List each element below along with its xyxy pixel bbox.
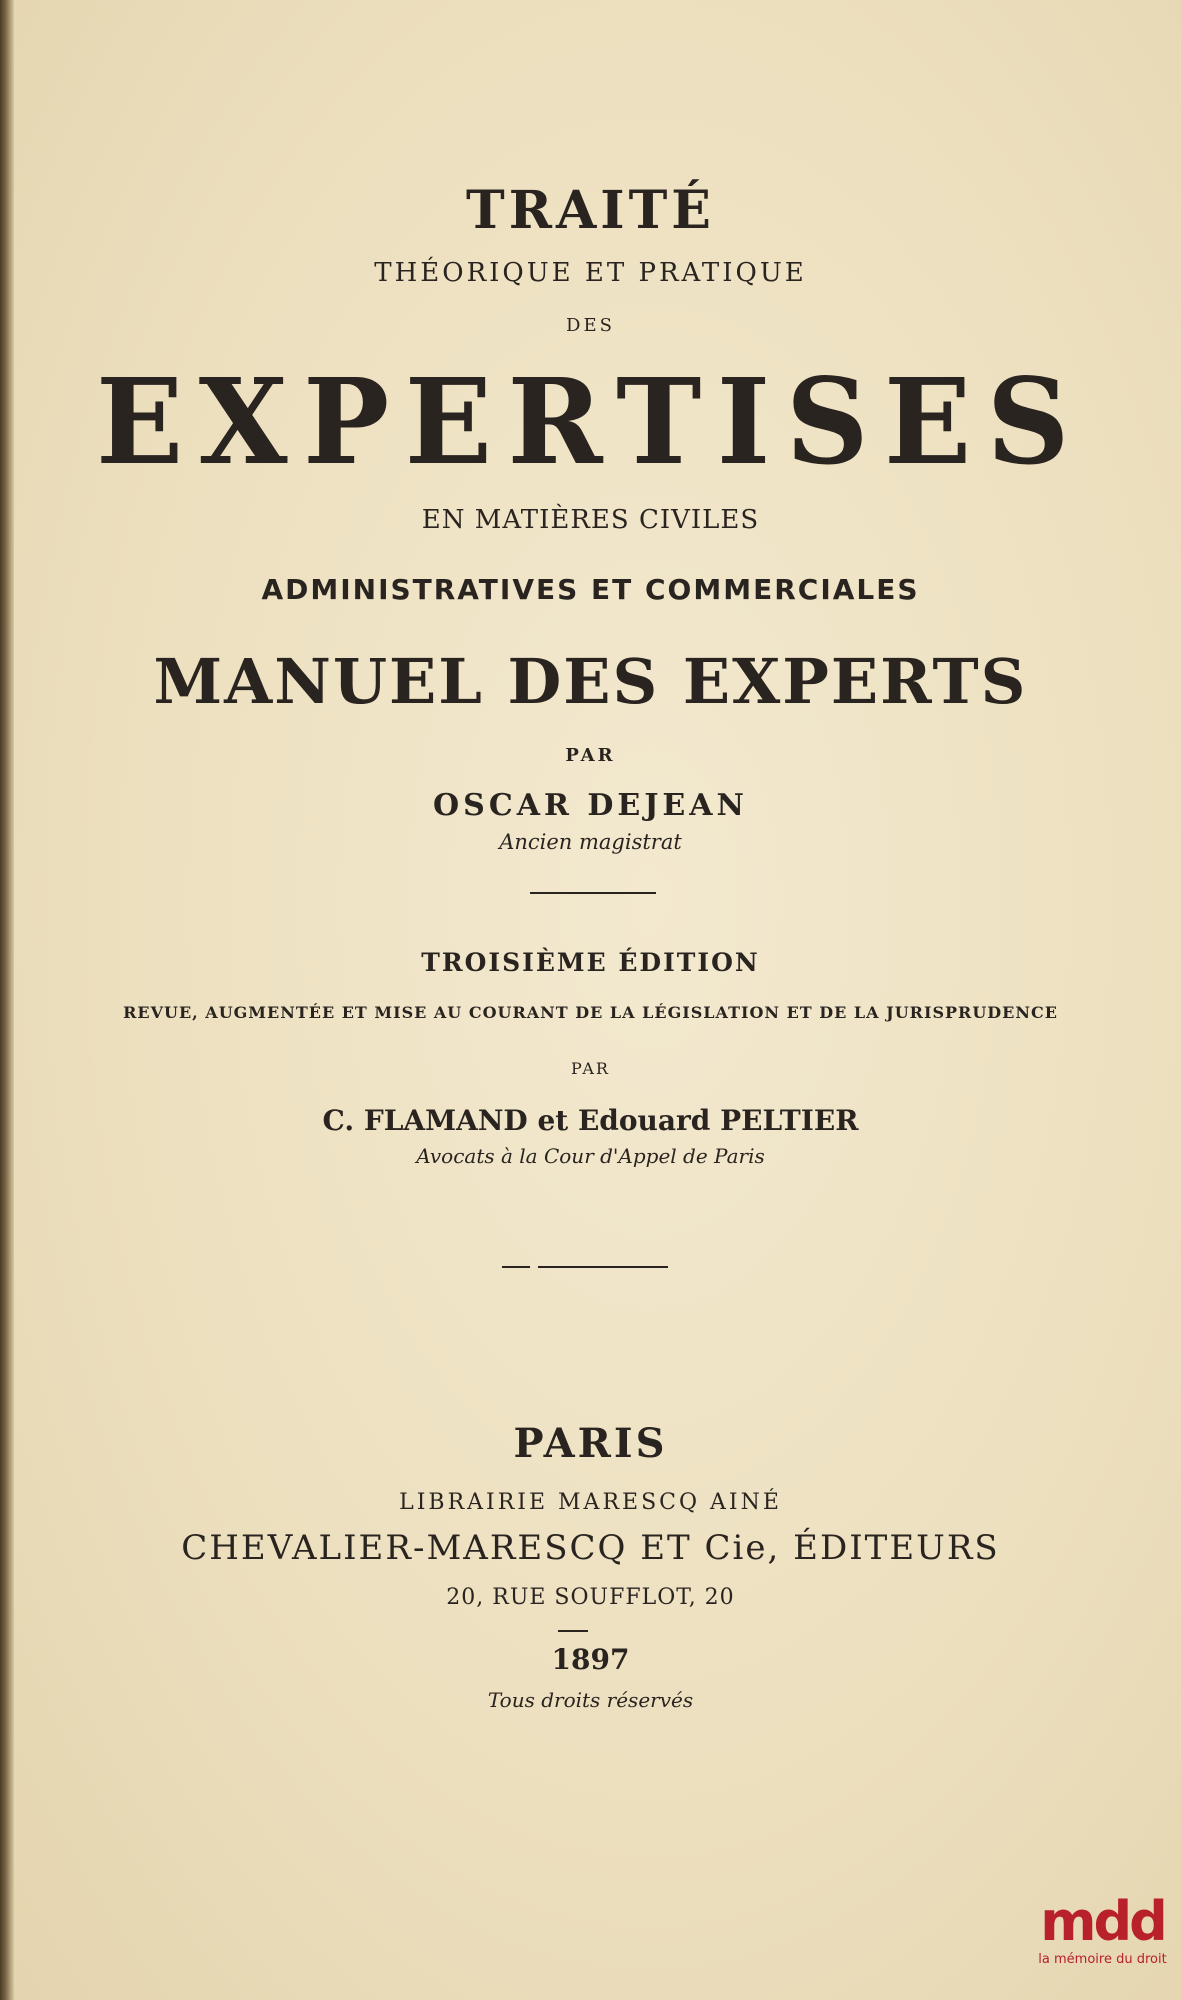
- author-title: Ancien magistrat: [499, 830, 682, 854]
- divider-rule-short: [502, 1266, 530, 1268]
- subtitle-matieres: EN MATIÈRES CIVILES: [421, 505, 760, 535]
- imprint-publisher: CHEVALIER-MARESCQ ET Cie, ÉDITEURS: [181, 1528, 1000, 1568]
- edition-note: REVUE, AUGMENTÉE ET MISE AU COURANT DE LA LÉGISLATION ET DE LA JURISPRUDENCE: [123, 1003, 1058, 1022]
- mdd-logo: [1024, 1892, 1181, 2000]
- revisers-title: Avocats à la Cour d'Appel de Paris: [416, 1144, 765, 1168]
- title-expertises: EXPERTISES: [96, 352, 1085, 491]
- divider-rule-long: [538, 1266, 668, 1268]
- title-traite: TRAITÉ: [466, 180, 715, 241]
- divider-rule: [530, 892, 656, 894]
- revisers-names: C. FLAMAND et Edouard PELTIER: [322, 1104, 859, 1137]
- imprint-librairie: LIBRAIRIE MARESCQ AINÉ: [399, 1490, 782, 1515]
- mdd-logo-mark: mdd: [1040, 1890, 1165, 1953]
- title-theorique: THÉORIQUE ET PRATIQUE: [374, 258, 807, 288]
- imprint-year: 1897: [551, 1643, 630, 1676]
- subtitle-administratives: ADMINISTRATIVES ET COMMERCIALES: [261, 573, 920, 606]
- imprint-address: 20, RUE SOUFFLOT, 20: [446, 1585, 735, 1610]
- edition-label: TROISIÈME ÉDITION: [421, 948, 760, 977]
- title-des: DES: [566, 315, 615, 336]
- author-name: OSCAR DEJEAN: [433, 788, 748, 823]
- par-label: PAR: [565, 745, 616, 766]
- mdd-logo-tagline: la mémoire du droit: [1038, 1952, 1167, 1967]
- divider-rule-small: [558, 1630, 588, 1632]
- rights-notice: Tous droits réservés: [487, 1688, 694, 1712]
- par-label-2: PAR: [571, 1059, 610, 1078]
- subtitle-manuel: MANUEL DES EXPERTS: [153, 645, 1028, 718]
- imprint-city: PARIS: [513, 1420, 668, 1467]
